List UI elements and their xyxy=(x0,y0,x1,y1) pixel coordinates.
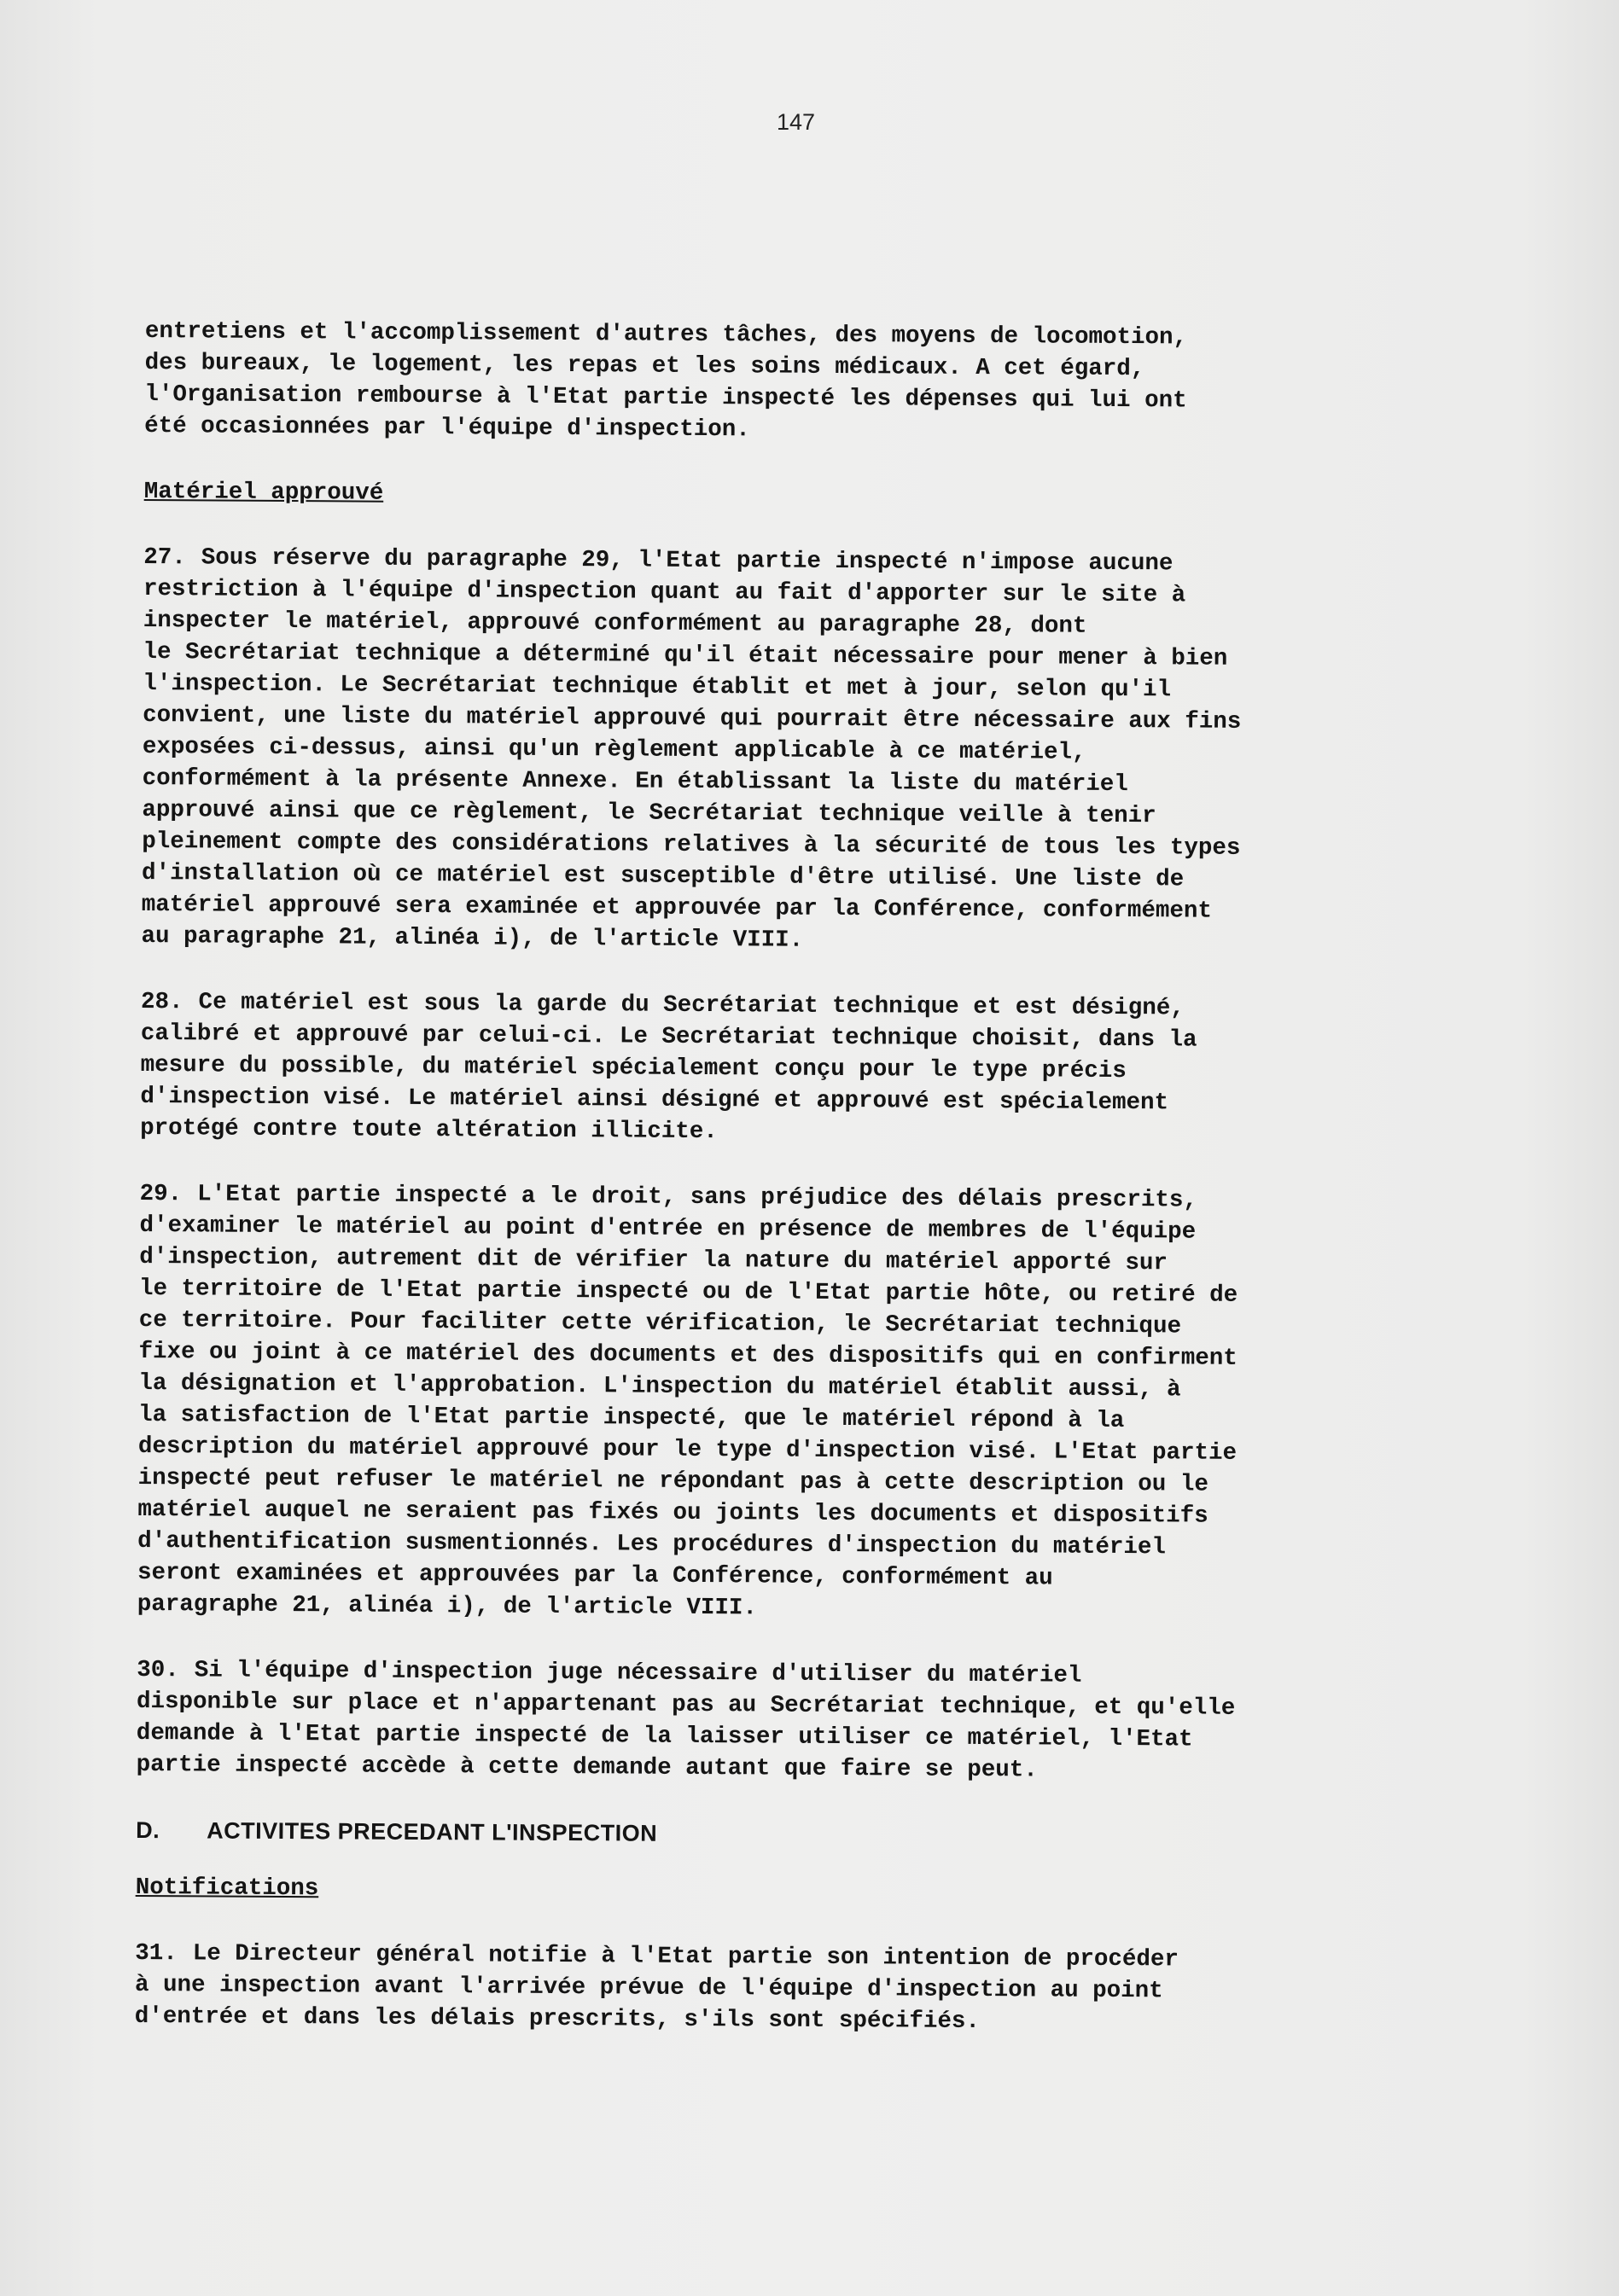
text-line: 31. Le Directeur général notifie à l'Etat partie son intention de procéder xyxy=(135,1939,1179,1973)
text-line: 28. Ce matériel est sous la garde du Secrétariat technique et est désigné, xyxy=(140,988,1185,1022)
text-line: approuvé ainsi que ce règlement, le Secrétariat technique veille à tenir xyxy=(142,796,1156,830)
text-line: matériel auquel ne seraient pas fixés ou joints les documents et dispositifs xyxy=(137,1496,1208,1530)
paragraph-number: 29. xyxy=(139,1180,183,1208)
text-line: au paragraphe 21, alinéa i), de l'article VIII. xyxy=(141,922,804,954)
text-line: entretiens et l'accomplissement d'autres tâches, des moyens de locomotion, xyxy=(144,317,1188,352)
text-line: d'inspection, autrement dit de vérifier la nature du matériel apporté sur xyxy=(139,1243,1168,1277)
text-line: ce territoire. Pour faciliter cette vérification, le Secrétariat technique xyxy=(138,1306,1182,1340)
text-line: d'installation où ce matériel est susceptible d'être utilisé. Une liste de xyxy=(141,859,1185,893)
text-line: d'examiner le matériel au point d'entrée en présence de membres de l'équipe xyxy=(139,1212,1197,1246)
intro-paragraph xyxy=(144,316,1425,450)
text-line: 27. Sous réserve du paragraphe 29, l'Etat partie inspecté n'impose aucune xyxy=(143,543,1173,578)
text-line: pleinement compte des considérations relatives à la sécurité de tous les types xyxy=(142,828,1241,862)
text-line: mesure du possible, du matériel spécialement conçu pour le type précis xyxy=(140,1051,1127,1085)
text-line: d'authentification susmentionnés. Les procédures d'inspection du matériel xyxy=(137,1527,1167,1561)
text-line: l'Organisation rembourse à l'Etat partie inspecté les dépenses qui lui ont xyxy=(144,381,1187,415)
paragraph-30 xyxy=(137,1654,1418,1788)
text-line: d'entrée et dans les délais prescrits, s'ils sont spécifiés. xyxy=(134,2002,981,2036)
text-line: fixe ou joint à ce matériel des documents et des dispositifs qui en confirment xyxy=(138,1338,1238,1372)
paragraph-number: 27. xyxy=(143,543,186,572)
text-line: 29. L'Etat partie inspecté a le droit, sans préjudice des délais prescrits, xyxy=(139,1180,1198,1214)
text-line: l'inspection. Le Secrétariat technique établit et met à jour, selon qu'il xyxy=(143,670,1172,704)
text-line: demande à l'Etat partie inspecté de la laisser utiliser ce matériel, l'Etat xyxy=(136,1719,1193,1753)
text-line: convient, une liste du matériel approuvé qui pourrait être nécessaire aux fins xyxy=(143,701,1242,735)
page-number: 147 xyxy=(777,109,816,135)
text-line: partie inspecté accède à cette demande autant que faire se peut. xyxy=(136,1751,1038,1784)
text-line: des bureaux, le logement, les repas et les soins médicaux. A cet égard, xyxy=(144,349,1145,383)
text-line: paragraphe 21, alinéa i), de l'article VIII. xyxy=(137,1590,757,1622)
text-line: la satisfaction de l'Etat partie inspecté, que le matériel répond à la xyxy=(138,1401,1125,1435)
text-line: 30. Si l'équipe d'inspection juge nécessaire d'utiliser du matériel xyxy=(137,1656,1082,1689)
text-line: disponible sur place et n'appartenant pas au Secrétariat technique, et qu'elle xyxy=(136,1688,1236,1722)
text-line: été occasionnées par l'équipe d'inspection. xyxy=(144,412,750,444)
paragraph-number: 31. xyxy=(135,1939,178,1968)
text-line: seront examinées et approuvées par la Conférence, conformément au xyxy=(137,1559,1053,1592)
text-line: inspecté peut refuser le matériel ne répondant pas à cette description ou le xyxy=(137,1464,1208,1498)
paragraph-number: 30. xyxy=(137,1656,179,1684)
text-line: protégé contre toute altération illicite. xyxy=(140,1114,718,1146)
text-line: le Secrétariat technique a déterminé qu'il était nécessaire pour mener à bien xyxy=(143,638,1228,672)
text-line: restriction à l'équipe d'inspection quant au fait d'apporter sur le site à xyxy=(143,575,1186,609)
text-line: exposées ci-dessus, ainsi qu'un règlement applicable à ce matériel, xyxy=(142,733,1086,766)
text-line: inspecter le matériel, approuvé conformément au paragraphe 28, dont xyxy=(143,607,1087,640)
text-line: la désignation et l'approbation. L'inspection du matériel établit aussi, à xyxy=(138,1369,1181,1404)
text-line: description du matériel approuvé pour le type d'inspection visé. L'Etat partie xyxy=(137,1433,1238,1467)
section-title: ACTIVITES PRECEDANT L'INSPECTION xyxy=(207,1817,658,1846)
text-line: matériel approuvé sera examinée et approuvée par la Conférence, conformément xyxy=(141,891,1213,925)
text-line: d'inspection visé. Le matériel ainsi désigné et approuvé est spécialement xyxy=(140,1083,1169,1117)
text-line: conformément à la présente Annexe. En établissant la liste du matériel xyxy=(142,764,1128,799)
heading-notifications: Notifications xyxy=(135,1874,319,1903)
heading-materiel-approuve: Matériel approuvé xyxy=(143,478,384,507)
paragraph-31 xyxy=(135,1938,1416,2040)
section-letter: D. xyxy=(136,1816,160,1844)
text-line: à une inspection avant l'arrivée prévue de l'équipe d'inspection au point xyxy=(134,1971,1163,2005)
paragraph-27 xyxy=(141,542,1424,960)
text-line: calibré et approuvé par celui-ci. Le Secrétariat technique choisit, dans la xyxy=(140,1020,1197,1054)
paragraph-number: 28. xyxy=(140,988,183,1016)
paragraph-28 xyxy=(140,986,1421,1152)
text-line: le territoire de l'Etat partie inspecté ou de l'Etat partie hôte, ou retiré de xyxy=(138,1275,1238,1309)
document-body xyxy=(135,316,1425,2040)
paragraph-29 xyxy=(137,1178,1420,1628)
